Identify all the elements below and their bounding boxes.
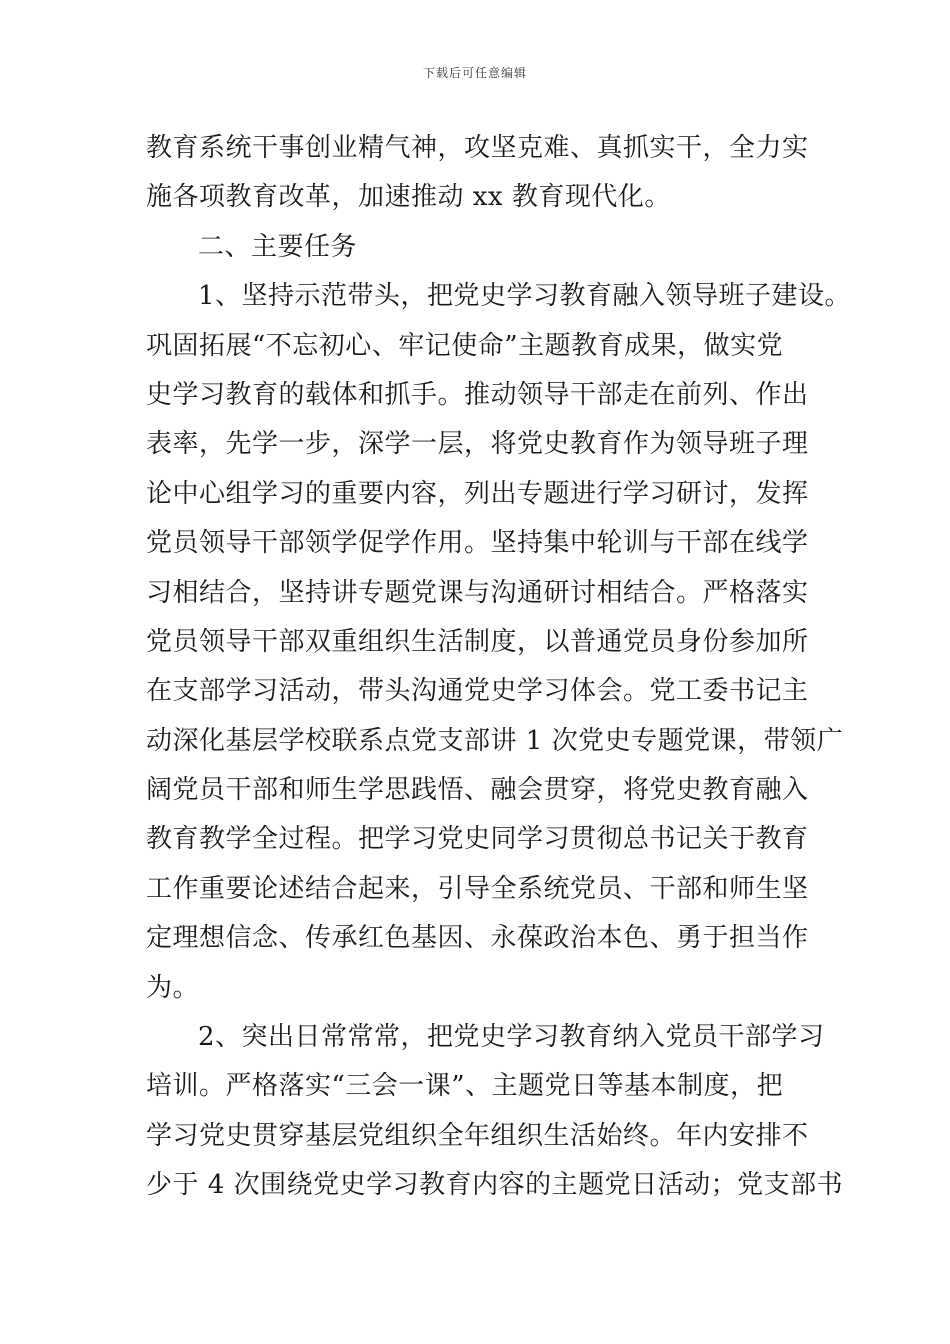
text-line: 党员领导干部领学促学作用。坚持集中轮训与干部在线学: [146, 528, 809, 559]
text-line: 习相结合，坚持讲专题党课与沟通研讨相结合。严格落实: [146, 577, 809, 608]
text-line: 施各项教育改革，加速推动 xx 教育现代化。: [146, 182, 671, 213]
text-line: 定理想信念、传承红色基因、永葆政治本色、勇于担当作: [146, 923, 809, 954]
text-line: 论中心组学习的重要内容，列出专题进行学习研讨，发挥: [146, 478, 809, 509]
paragraph-2-first-line: 2、突出日常常常，把党史学习教育纳入党员干部学习: [198, 1022, 825, 1053]
text-line: 少于 4 次围绕党史学习教育内容的主题党日活动；党支部书: [146, 1170, 844, 1201]
document-body: [146, 124, 852, 1211]
page-header-note: 下载后可任意编辑: [422, 66, 527, 80]
text-line: 表率，先学一步，深学一层，将党史教育作为领导班子理: [146, 429, 809, 460]
text-line: 史学习教育的载体和抓手。推动领导干部走在前列、作出: [146, 379, 809, 410]
paragraph-1-first-line: 1、坚持示范带头，把党史学习教育融入领导班子建设。: [198, 281, 852, 312]
text-line: 学习党史贯穿基层党组织全年组织生活始终。年内安排不: [146, 1120, 809, 1151]
section-heading: 二、主要任务: [198, 231, 358, 262]
text-line: 阔党员干部和师生学思践悟、融会贯穿，将党史教育融入: [146, 775, 809, 806]
text-line: 教育教学全过程。把学习党史同学习贯彻总书记关于教育: [146, 824, 809, 855]
text-line: 工作重要论述结合起来，引导全系统党员、干部和师生坚: [146, 873, 809, 904]
text-line: 在支部学习活动，带头沟通党史学习体会。党工委书记主: [146, 676, 809, 707]
text-line: 巩固拓展“不忘初心、牢记使命”主题教育成果，做实党: [146, 330, 784, 361]
text-line: 培训。严格落实“三会一课”、主题党日等基本制度，把: [146, 1071, 784, 1102]
text-line: 动深化基层学校联系点党支部讲 1 次党史专题党课，带领广: [146, 725, 844, 756]
text-line: 教育系统干事创业精气神，攻坚克难、真抓实干，全力实: [146, 133, 809, 163]
text-line: 党员领导干部双重组织生活制度，以普通党员身份参加所: [146, 626, 809, 657]
text-line: 为。: [146, 972, 200, 1003]
